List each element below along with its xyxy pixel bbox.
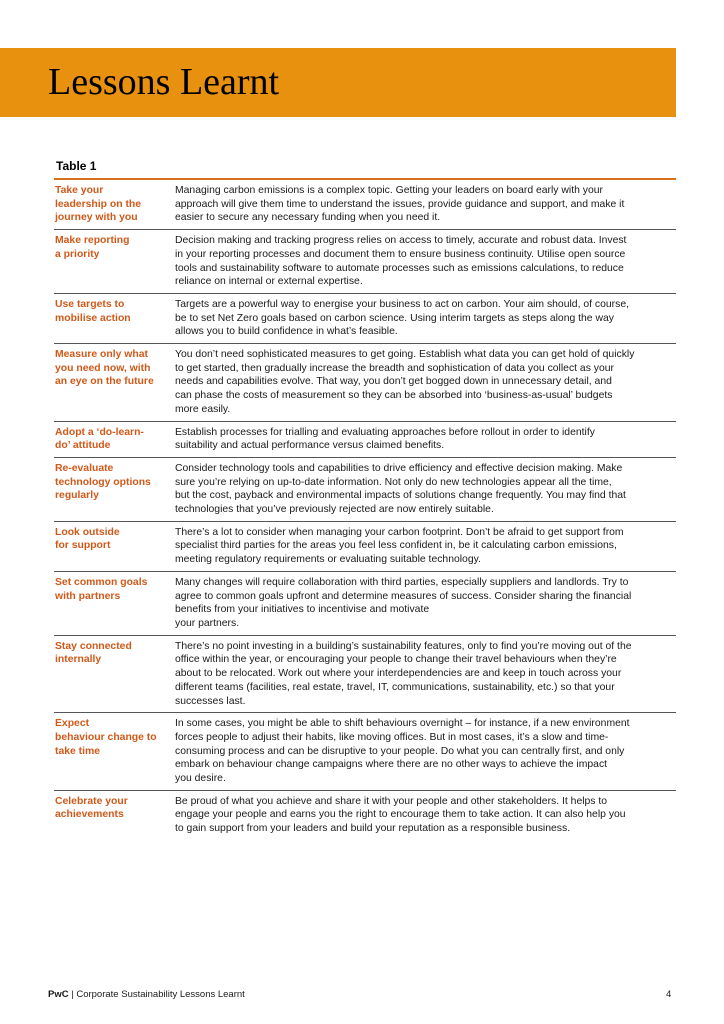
row-body-line: office within the year, or encouraging your people to change their travel behaviours when they’re (175, 654, 617, 666)
row-body-line: specialist third parties for the areas you feel less confident in, be it calculating carbon emissions, (175, 540, 617, 552)
row-title (54, 640, 175, 709)
row-body (175, 576, 676, 631)
row-title-line: an eye on the future (55, 376, 154, 388)
row-body-line: You don’t need sophisticated measures to get going. Establish what data you can get hold of quickly (175, 349, 635, 361)
row-body-line: more easily. (175, 403, 231, 415)
row-title-line: Adopt a ‘do-learn- (55, 426, 144, 438)
row-body (175, 795, 676, 836)
row-title (54, 795, 175, 836)
row-body-line: you desire. (175, 773, 226, 785)
row-title-line: with partners (55, 590, 121, 602)
row-body-line: forces people to adjust their habits, like moving offices. But in most cases, it’s a slow and time- (175, 731, 609, 743)
row-body (175, 462, 676, 517)
row-body-line: engage your people and earns you the right to encourage them to take action. It can also help you (175, 809, 626, 821)
row-body-line: consuming process and can be disruptive to your people. Do what you can centrally first, and only (175, 745, 625, 757)
table-row (54, 572, 676, 636)
row-body (175, 640, 676, 709)
row-title-line: for support (55, 540, 111, 552)
row-title-line: Make reporting (55, 235, 130, 247)
table-row (54, 791, 676, 840)
row-body-line: can phase the costs of measurement so they can be absorbed into ‘business-as-usual’ budgets (175, 390, 613, 402)
row-body-line: about to be relocated. Work out where your interdependencies are and keep in touch across your (175, 668, 622, 680)
table-row (54, 636, 676, 714)
row-body-line: There’s no point investing in a building’s sustainability features, only to find you’re moving out of the (175, 640, 632, 652)
row-body-line: sure you’re relying on up-to-date information. Not only do new technologies appear all the time, (175, 476, 612, 488)
row-title (54, 526, 175, 567)
row-body-line: There’s a lot to consider when managing your carbon footprint. Don’t be afraid to get support from (175, 526, 624, 538)
row-title-line: do’ attitude (55, 440, 111, 452)
row-title (54, 717, 175, 786)
row-title-line: Celebrate your (55, 795, 128, 807)
row-title-line: technology options (55, 476, 151, 488)
row-title (54, 462, 175, 517)
table-row (54, 344, 676, 422)
row-title-line: a priority (55, 248, 100, 260)
row-body-line: Consider technology tools and capabilities to drive efficiency and effective decision making. Make (175, 462, 623, 474)
footer (48, 989, 245, 1000)
row-body-line: meeting regulatory requirements or evaluating suitable technology. (175, 554, 481, 566)
row-body-line: In some cases, you might be able to shift behaviours overnight – for instance, if a new environment (175, 718, 630, 730)
row-title-line: Set common goals (55, 576, 148, 588)
page-number: 4 (666, 989, 672, 1000)
row-title-line: internally (55, 654, 102, 666)
row-title (54, 234, 175, 289)
row-title-line: Use targets to (55, 298, 125, 310)
row-body (175, 426, 676, 453)
row-body-line: successes last. (175, 695, 246, 707)
row-body (175, 526, 676, 567)
row-body (175, 184, 676, 225)
row-title-line: Measure only what (55, 349, 148, 361)
row-body-line: suitability and actual performance versus claimed benefits. (175, 440, 445, 452)
row-body-line: Many changes will require collaboration with third parties, especially suppliers and landlords. Try to (175, 576, 629, 588)
row-body-line: Decision making and tracking progress relies on access to timely, accurate and robust data. Invest (175, 235, 627, 247)
row-title-line: mobilise action (55, 312, 131, 324)
table-row (54, 522, 676, 572)
footer-separator: | (68, 989, 77, 1000)
row-title-line: take time (55, 745, 101, 757)
row-title-line: Expect (55, 718, 90, 730)
row-title-line: Stay connected (55, 640, 132, 652)
row-body-line: Establish processes for trialling and evaluating approaches before rollout in order to identify (175, 426, 595, 438)
row-body-line: allows you to build confidence in what’s feasible. (175, 326, 398, 338)
row-body-line: Managing carbon emissions is a complex topic. Getting your leaders on board early with your (175, 185, 603, 196)
row-body-line: Be proud of what you achieve and share it with your people and other stakeholders. It helps to (175, 795, 608, 807)
row-body-line: to get started, then gradually increase the breadth and sophistication of data you collect as your (175, 362, 614, 374)
row-title-line: you need now, with (55, 362, 151, 374)
row-title (54, 184, 175, 225)
row-body-line: reliance on internal or external expertise. (175, 276, 363, 288)
row-body-line: easier to secure any necessary funding when you need it. (175, 212, 441, 224)
row-title-line: achievements (55, 809, 124, 821)
row-title-line: behaviour change to (55, 731, 157, 743)
row-body-line: approach will give them time to understand the issues, provide guidance and support, and make it (175, 198, 625, 210)
row-body-line: embark on behaviour change campaigns where there are no other ways to achieve the impact (175, 759, 608, 771)
row-title-line: leadership on the (55, 198, 142, 210)
table-row (54, 713, 676, 791)
page-title: Lessons Learnt (48, 61, 280, 103)
row-title-line: Take your (55, 185, 104, 196)
row-body-line: be to set Net Zero goals based on carbon science. Using interim targets as steps along the way (175, 312, 614, 324)
row-title (54, 576, 175, 631)
row-body (175, 717, 676, 786)
row-title (54, 426, 175, 453)
row-body-line: Targets are a powerful way to energise your business to act on carbon. Your aim should, of course, (175, 298, 629, 310)
row-body-line: needs and capabilities evolve. That way, you don’t get bogged down in unnecessary detail, and (175, 376, 612, 388)
row-title (54, 298, 175, 339)
row-body-line: tools and sustainability software to automate processes such as emissions calculations, to reduce (175, 262, 624, 274)
row-body-line: agree to common goals upfront and determine measures of success. Consider sharing the financial (175, 590, 632, 602)
row-title-line: Re-evaluate (55, 462, 114, 474)
row-body-line: different teams (facilities, real estate, travel, IT, communications, sustainability, etc.) so that your (175, 681, 615, 693)
row-body-line: benefits from your initiatives to incentivise and motivate (175, 604, 430, 616)
row-body-line: in your reporting processes and document them to ensure business continuity. Utilise open source (175, 248, 626, 260)
table-row (54, 422, 676, 458)
row-body (175, 234, 676, 289)
row-body (175, 348, 676, 417)
table-row (54, 294, 676, 344)
table-caption: Table 1 (56, 159, 97, 173)
footer-brand: PwC (48, 989, 69, 1000)
lessons-table (54, 178, 676, 840)
row-body (175, 298, 676, 339)
table-row (54, 458, 676, 522)
title-banner (0, 48, 676, 117)
row-title (54, 348, 175, 417)
row-body-line: but the cost, payback and environmental impacts of solutions change frequently. You may find that (175, 490, 626, 502)
row-title-line: journey with you (55, 212, 138, 224)
row-body-line: to gain support from your leaders and build your reputation as a responsible business. (175, 823, 571, 835)
table-row (54, 230, 676, 294)
row-body-line: technologies that you’ve previously rejected are now entirely suitable. (175, 504, 494, 516)
footer-text: Corporate Sustainability Lessons Learnt (76, 989, 245, 1000)
row-title-line: Look outside (55, 526, 120, 538)
table-row (54, 180, 676, 230)
row-title-line: regularly (55, 490, 99, 502)
row-body-line: your partners. (175, 617, 240, 629)
